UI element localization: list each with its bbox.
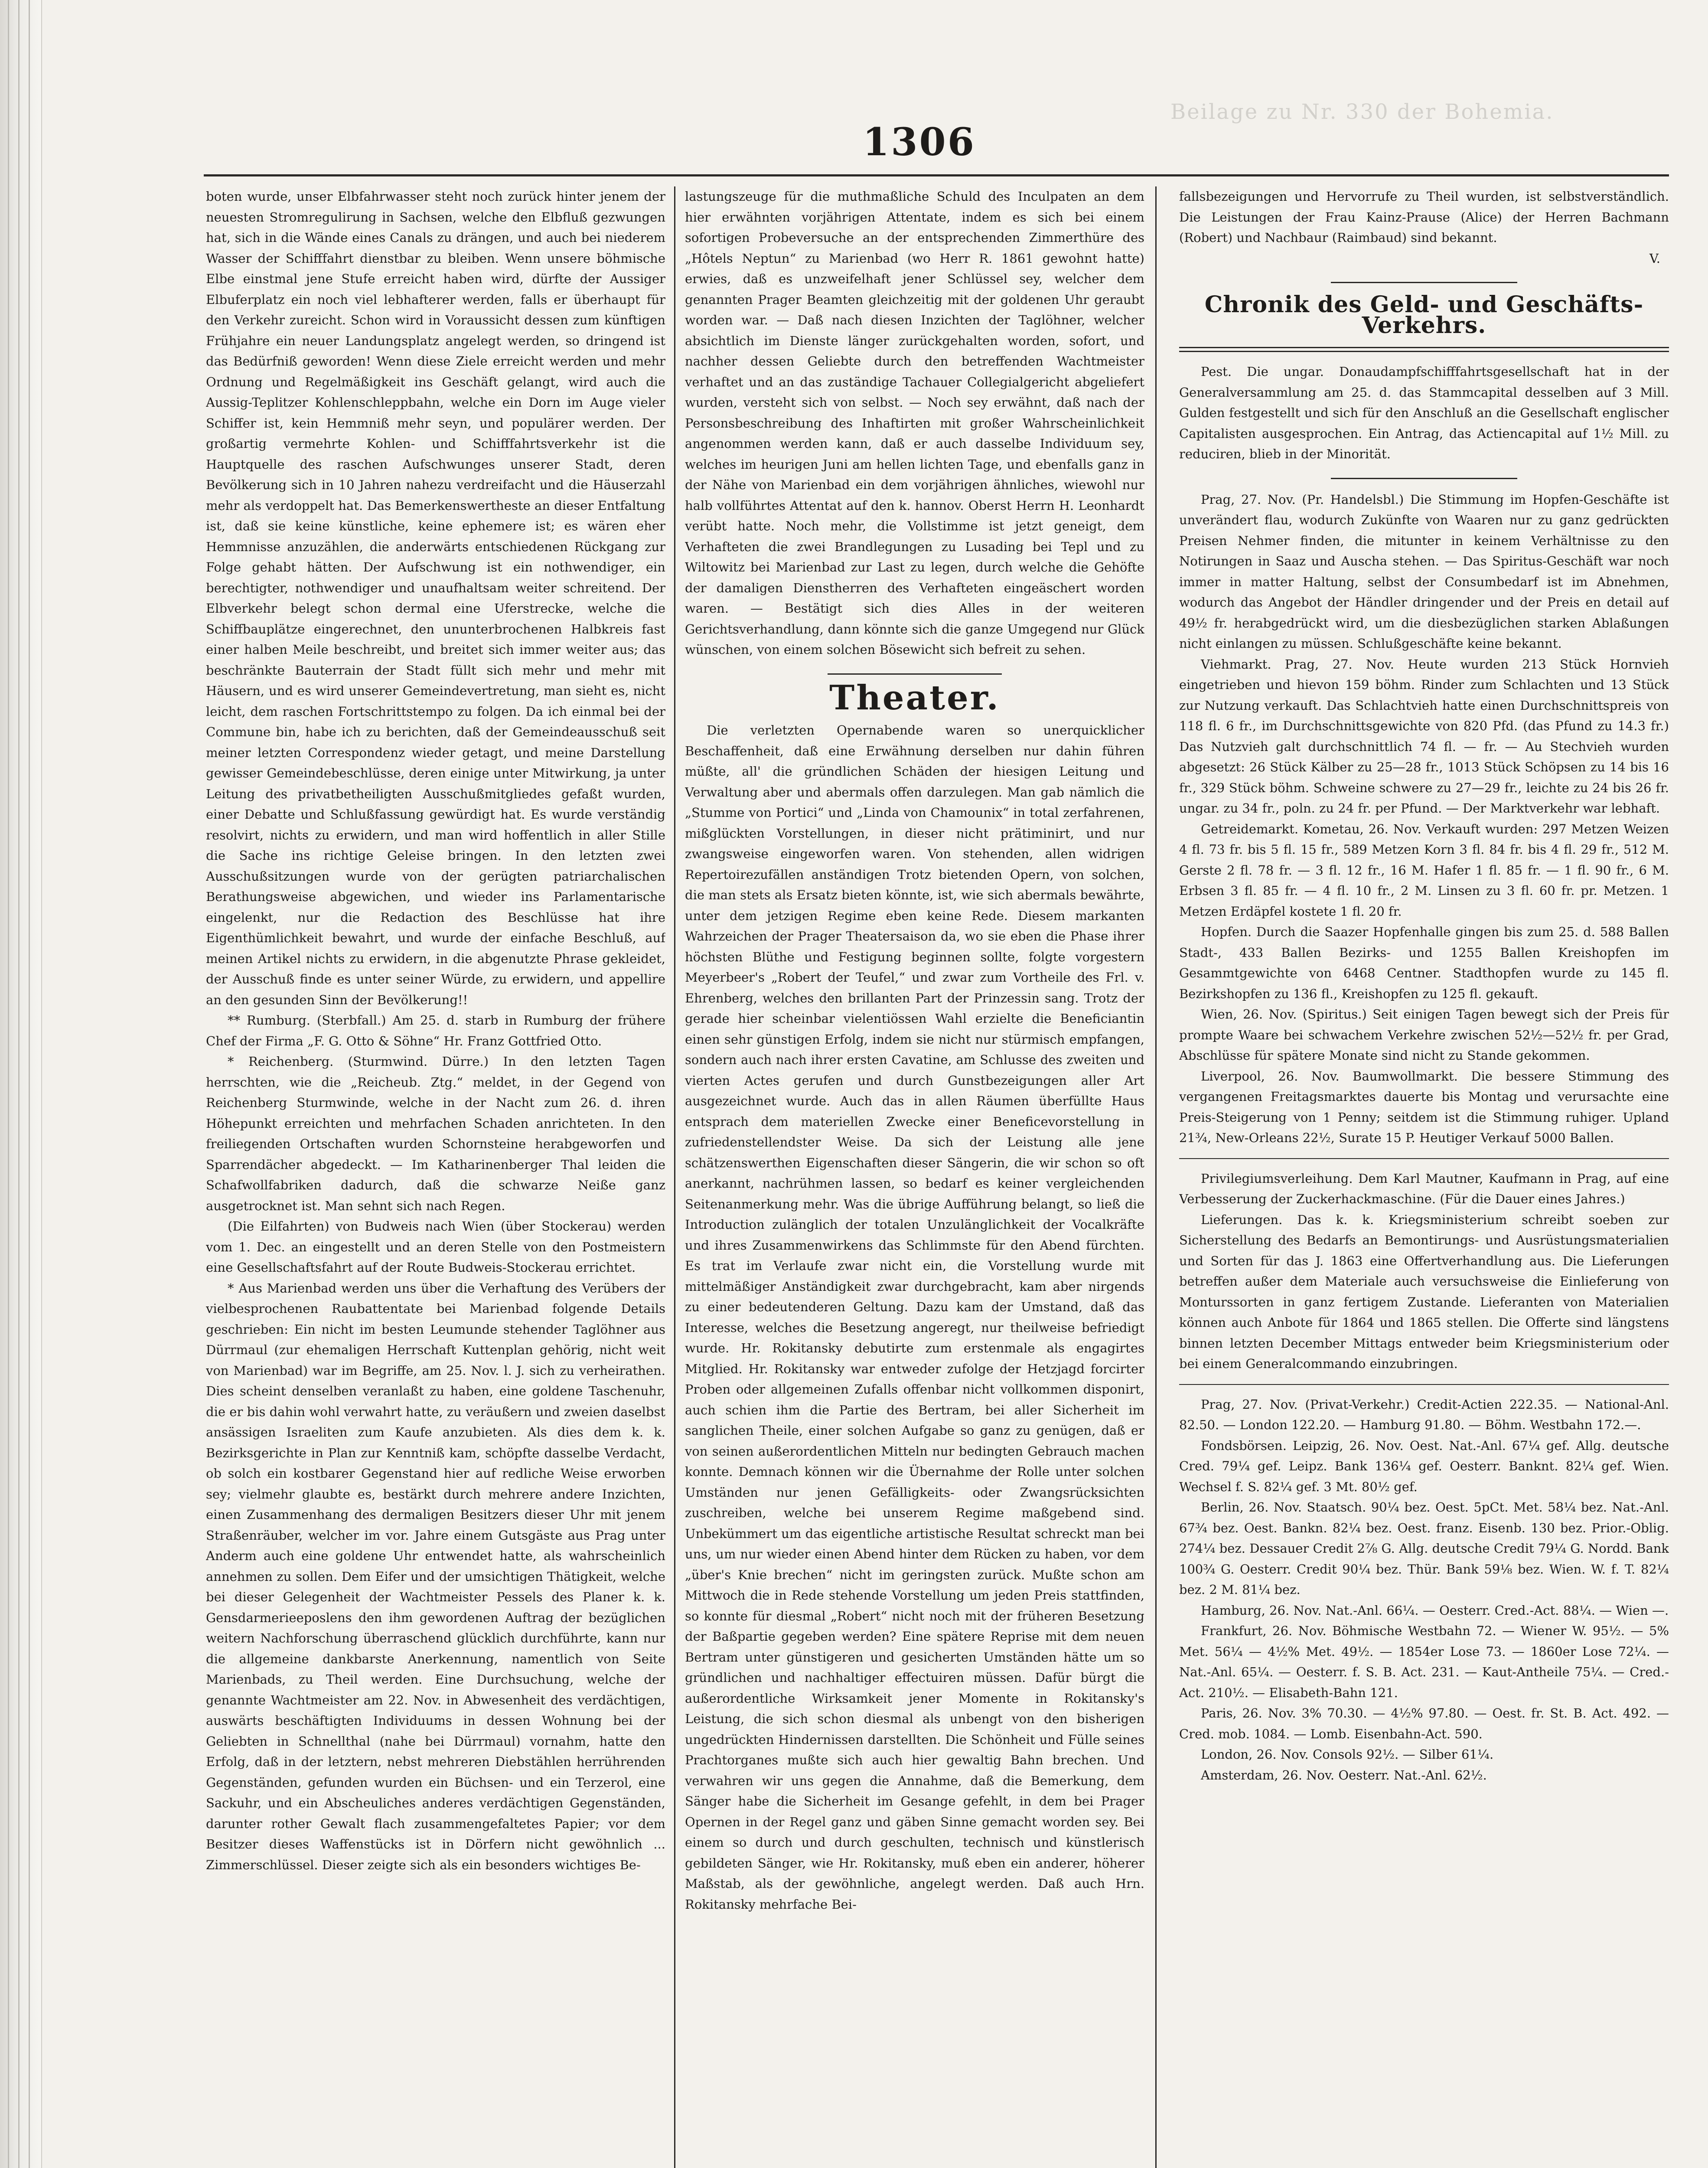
section-separator: [1179, 1384, 1669, 1385]
news-wien-spiritus: Wien, 26. Nov. (Spiritus.) Seit einigen Tagen bewegt sich der Preis für prompte Waare bei schwachem Verkehre zwischen 52½—52½ fr. per Grad, Abschlüsse für spätere Monate sind nicht zu Stande gekommen.: [1179, 1007, 1669, 1063]
news-prag-privatverkehr: Prag, 27. Nov. (Privat-Verkehr.) Credit-Actien 222.35. — National-Anl. 82.50. — London 122.20. — Hamburg 91.80. — Böhm. Westbahn 172.—.: [1179, 1397, 1669, 1432]
news-berlin: Berlin, 26. Nov. Staatsch. 90¼ bez. Oest. 5pCt. Met. 58¼ bez. Nat.-Anl. 67¾ bez. Oest. Bankn. 82¼ bez. Oest. franz. Eisenb. 130 bez. Prior.-Oblig. 274¼ bez. Dessauer Credit 2⅞ G. Allg. deutsche Credit 79¼ G. Nordd. Bank 100¾ G. Oesterr. Credit 90¼ bez. Thür. Bank 59⅛ bez. Wien. W. f. T. 82¼ bez. 2 M. 81¼ bez.: [1179, 1500, 1669, 1597]
column-3: [1179, 186, 1669, 2168]
section-separator: [828, 673, 1002, 675]
article-theater: Die verletzten Opernabende waren so unerquicklicher Beschaffenheit, daß eine Erwähnung derselben nur dahin führen müßte, all' die gründlichen Schäden der hiesigen Leitung und Verwaltung aber und abermals offen darzulegen. Man gab nämlich die „Stumme von Portici“ und „Linda von Chamounix“ in total zerfahrenen, mißglückten Vorstellungen, in dieser nicht prätiminirt, und nur zwangsweise eingeworfen waren. Von stehenden, allen widrigen Repertoirezufällen anständigen Trotz bietenden Opern, von solchen, die man stets als Ersatz bieten könnte, ist, wie sich abermals bewährte, unter dem jetzigen Regime eben keine Rede. Diesem markanten Wahrzeichen der Prager Theatersaison da, wo sie eben die Phase ihrer höchsten Blüthe und Festigung beginnen sollte, folgte vorgestern Meyerbeer's „Robert der Teufel,“ und zwar zum Vortheile des Frl. v. Ehrenberg, welches den brillanten Part der Prinzessin sang. Trotz der gerade hier scheinbar vielentiössen Wahl erzielte die Beneficiantin einen sehr günstigen Erfolg, indem sie nicht nur stürmisch empfangen, sondern auch nach ihrer ersten Cavatine, am Schlusse des zweiten und vierten Actes gerufen und durch Gunstbezeigungen aller Art ausgezeichnet wurde. Auch das in allen Räumen überfüllte Haus entsprach dem materiellen Zwecke einer Beneficevorstellung in zufriedenstellendster Weise. Da sich der Leistung alle jene schätzenswerthen Eigenschaften dieser Sängerin, die wir schon so oft anerkannt, nachrühmen lassen, so bedarf es keiner vergleichenden Seitenanmerkung mehr. Was die übrige Aufführung belangt, so ließ die Introduction zulänglich der totalen Unzulänglichkeit der Vocalkräfte und ihres Zusammenwirkens das Schlimmste für den Abend fürchten. Es trat im Verlaufe zwar nicht ein, die Vorstellung wurde mit mittelmäßiger Anständigkeit zwar durchgebracht, kam aber nirgends zu einer bedeutenderen Geltung. Dazu kam der Umstand, daß das Interesse, welches die Besetzung angeregt, nur theilweise befriedigt wurde. Hr. Rokitansky debutirte zum erstenmale als engagirtes Mitglied. Hr. Rokitansky war entweder zufolge der Hetzjagd forcirter Proben oder allgemeinen Zufalls offenbar nicht vollkommen disponirt, auch schien ihm die Partie des Bertram, bei aller Sicherheit im sanglichen Theile, einer solchen Aufgabe so ganz zu genügen, daß er von seinen außerordentlichen Mitteln nur bedingten Gebrauch machen konnte. Demnach können wir die Übernahme der Rolle unter solchen Umständen nur jenen Gefälligkeits- oder Zwangsrücksichten zuschreiben, welche bei unserem Regime maßgebend sind. Unbekümmert um das eigentliche artistische Resultat schreckt man bei uns, um nur wieder einen Abend hinter dem Rücken zu haben, vor dem „über's Knie brechen“ nicht im geringsten zurück. Mußte schon am Mittwoch die in Rede stehende Vorstellung um jeden Preis stattfinden, so konnte für diesmal „Robert“ nicht noch mit der früheren Besetzung der Baßpartie gegeben werden? Eine spätere Reprise mit dem neuen Bertram unter günstigeren und gesicherten Umständen hätte um so gründlichen und nachhaltiger effectuiren müssen. Dafür bürgt die außerordentliche Wirksamkeit jener Momente in Rokitansky's Leistung, die sich schon diesmal als unbengt von den bisherigen ungedrückten Hindernissen darstellten. Die Schönheit und Fülle seines Prachtorganes mußte sich auch hier gewaltig Bahn brechen. Und verwahren wir uns gegen die Annahme, daß die Bemerkung, dem Sänger habe die Sicherheit im Gesange gefehlt, in dem bei Prager Opernen in der Regel ganz und gäben Sinne gemacht worden sey. Bei einem so durch und durch geschulten, technisch und künstlerisch gebildeten Sänger, wie Hr. Rokitansky, muß eben ein anderer, höherer Maßstab, als der gewöhnliche, angelegt werden. Daß auch Hrn. Rokitansky mehrfache Bei-: [685, 723, 1144, 1912]
section-double-rule: [1179, 347, 1669, 352]
news-lieferungen: Lieferungen. Das k. k. Kriegsministerium schreibt soeben zur Sicherstellung des Bedarfs an Bemontirungs- und Ausrüstungsmaterialien und Sorten für das J. 1863 eine Offertverhandlung aus. Die Lieferungen betreffen außer dem Materiale auch versuchsweise die Einlieferung von Monturssorten in ganz fertigem Zustande. Lieferanten von Materialien können auch Anbote für 1864 und 1865 stellen. Die Offerte sind längstens binnen letzten December Mittags entweder beim Kriegsministerium oder bei einem Generalcommando einzubringen.: [1179, 1212, 1669, 1371]
section-separator: [1179, 1158, 1669, 1159]
faint-running-head: Beilage zu Nr. 330 der Bohemia.: [1170, 100, 1554, 124]
news-privilegium: Privilegiumsverleihung. Dem Karl Mautner, Kaufmann in Prag, auf eine Verbesserung der Zuckerhackmaschine. (Für die Dauer eines Jahres.): [1179, 1171, 1669, 1206]
news-hopfen: Hopfen. Durch die Saazer Hopfenhalle gingen bis zum 25. d. 588 Ballen Stadt-, 433 Ballen Bezirks- und 1255 Ballen Kreishopfen im Gesammtgewichte von 6468 Centner. Stadthopfen wurde zu 145 fl. Bezirkshopfen zu 136 fl., Kreishopfen zu 125 fl. gekauft.: [1179, 924, 1669, 1001]
column-2: [685, 186, 1144, 2168]
news-frankfurt: Frankfurt, 26. Nov. Böhmische Westbahn 72. — Wiener W. 95½. — 5% Met. 56¼ — 4½% Met. 49½. — 1854er Lose 73. — 1860er Lose 72¼. — Nat.-Anl. 65¼. — Oesterr. f. S. B. Act. 231. — Kaut-Antheile 75¼. — Cred.-Act. 210½. — Elisabeth-Bahn 121.: [1179, 1623, 1669, 1700]
news-amsterdam: Amsterdam, 26. Nov. Oesterr. Nat.-Anl. 62½.: [1201, 1767, 1487, 1783]
header-rule: [204, 174, 1669, 176]
news-marienbad-continued: lastungszeuge für die muthmaßliche Schuld des Inculpaten an dem hier erwähnten vorjährigen Attentate, indem es sich bei einem sofortigen Probeversuche an der entsprechenden Zimmerthüre des „Hôtels Neptun“ zu Marienbad (wo Herr R. 1861 gewohnt hatte) erwies, daß es unzweifelhaft jener Schlüssel sey, welcher dem genannten Prager Beamten gleichzeitig mit der goldenen Uhr geraubt worden war. — Daß nach diesen Inzichten der Taglöhner, welcher absichtlich im Dienste länger zurückgehalten worden, sofort, und nachher dessen Geliebte durch den betreffenden Wachtmeister verhaftet und an das zuständige Tachauer Collegialgericht abgeliefert wurden, versteht sich von selbst. — Noch sey erwähnt, daß nach der Personsbeschreibung des Inhaftirten mit großer Wahrscheinlichkeit angenommen werden kann, daß er auch dasselbe Individuum sey, welches im heurigen Juni am hellen lichten Tage, und ebenfalls ganz in der Nähe von Marienbad ein dem vorjährigen ähnliches, wiewohl nur halb vollführtes Attentat auf den k. hannov. Oberst Herrn H. Leonhardt verübt hatte. Noch mehr, die Vollstimme ist jetzt geneigt, dem Verhafteten die zwei Brandlegungen zu Lusading bei Tepl und zu Wiltowitz bei Marienbad zur Last zu legen, durch welche die Gehöfte der damaligen Dienstherren des Verhafteten eingeäschert worden waren. — Bestätigt sich dies Alles in der weiteren Gerichtsverhandlung, dann könnte sich die ganze Umgegend nur Glück wünschen, von einem solchen Bösewicht sich befreit zu sehen.: [685, 189, 1144, 657]
news-eilfahrten: (Die Eilfahrten) von Budweis nach Wien (über Stockerau) werden vom 1. Dec. an eingestellt und an deren Stelle von den Postmeistern eine Gesellschaftsfahrt auf der Route Budweis-Stockerau errichtet.: [206, 1219, 665, 1275]
column-divider-2: [1155, 186, 1157, 2168]
news-liverpool: Liverpool, 26. Nov. Baumwollmarkt. Die bessere Stimmung des vergangenen Freitagsmarktes dauerte bis Montag und verursachte eine Preis-Steigerung von 1 Penny; seitdem ist die Stimmung ruhiger. Upland 21¾, New-Orleans 22½, Surate 15 P. Heutiger Verkauf 5000 Ballen.: [1179, 1068, 1669, 1145]
section-heading-theater: Theater.: [829, 678, 1000, 718]
section-heading-chronik: Chronik des Geld- und Geschäfts-Verkehrs.: [1204, 291, 1644, 339]
news-fondsboersen-leipzig: Fondsbörsen. Leipzig, 26. Nov. Oest. Nat.-Anl. 67¼ gef. Allg. deutsche Cred. 79¼ gef. Leipz. Bank 136¼ gef. Oesterr. Banknt. 82¼ gef. Wien. Wechsel f. S. 82¼ gef. 3 Mt. 80½ gef.: [1179, 1438, 1669, 1494]
news-hamburg: Hamburg, 26. Nov. Nat.-Anl. 66¼. — Oesterr. Cred.-Act. 88¼. — Wien —.: [1201, 1603, 1669, 1618]
column-divider-1: [674, 186, 675, 2168]
section-separator: [1331, 478, 1517, 479]
author-signature: V.: [1649, 251, 1660, 266]
news-reichenberg: * Reichenberg. (Sturmwind. Dürre.) In den letzten Tagen herrschten, wie die „Reicheub. Ztg.“ meldet, in der Gegend von Reichenberg Sturmwinde, welche in der Nacht zum 26. d. ihren Höhepunkt erreichten und mehrfachen Schaden anrichteten. In den freiliegenden Ortschaften wurden Schornsteine herabgeworfen und Sparrendächer abgedeckt. — Im Katharinenberger Thal leiden die Schafwollfabriken dadurch, daß die schwarze Neiße ganz ausgetrocknet ist. Man sehnt sich nach Regen.: [206, 1054, 665, 1213]
news-london: London, 26. Nov. Consols 92½. — Silber 61¼.: [1201, 1747, 1494, 1762]
article-elbe-traffic: boten wurde, unser Elbfahrwasser steht noch zurück hinter jenem der neuesten Stromregulirung in Sachsen, welche den Elbfluß gezwungen hat, sich in die Wände eines Canals zu drängen, und auch bei niederem Wasser der Schifffahrt dienstbar zu bleiben. Wenn unsere böhmische Elbe einstmal jene Stufe erreicht haben wird, dürfte der Aussiger Elbuferplatz ein noch viel lebhafterer werden, falls er überhaupt für den Verkehr zureicht. Schon wird in Voraussicht dessen zum künftigen Frühjahre ein neuer Landungsplatz angelegt werden, so dringend ist das Bedürfniß geworden! Wenn diese Ziele erreicht werden und mehr Ordnung und Regelmäßigkeit ins Geschäft gelangt, wird auch die Aussig-Teplitzer Kohlenschleppbahn, welche ein Dorn im Auge vieler Schiffer ist, kein Hemmniß mehr seyn, und populärer werden. Der großartig vermehrte Kohlen- und Schifffahrtsverkehr ist die Hauptquelle des raschen Aufschwunges unserer Stadt, deren Bevölkerung sich in 10 Jahren nahezu verdreifacht und die Häuserzahl mehr als verdoppelt hat. Das Bemerkenswertheste an dieser Entfaltung ist, daß sie keine künstliche, keine ephemere ist; es wären eher Hemmnisse anzuzählen, die anderwärts entschiedenen Rückgang zur Folge gehabt hätten. Der Aufschwung ist ein nothwendiger, ein berechtigter, nothwendiger und unaufhaltsam weiter schreitend. Der Elbverkehr belegt schon dermal eine Uferstrecke, welche die Schiffbauplätze eingerechnet, den ununterbrochenen Halbkreis fast einer halben Meile beschreibt, und breitet sich immer weiter aus; das beschränkte Bauterrain der Stadt füllt sich mehr und mehr mit Häusern, und es wird unserer Gemeindevertretung, man sieht es, nicht leicht, dem raschen Fortschrittstempo zu folgen. Da ich einmal bei der Commune bin, habe ich zu berichten, daß der Gemeindeausschuß seit meiner letzten Correspondenz wieder getagt, und meine Darstellung gewisser Gemeindebeschlüsse, deren einige unter Mitwirkung, ja unter Leitung des privatbetheiligten Ausschußmitgliedes gefaßt wurden, einer Debatte und Schlußfassung gewürdigt hat. Es wurde verständig resolvirt, nichts zu erwidern, und man wird hoffentlich in aller Stille die Sache ins richtige Geleise bringen. In den letzten zwei Ausschußsitzungen wurde von der gerügten patriarchalischen Berathungsweise abgewichen, und wieder ins Parlamentarische eingelenkt, nur die Redaction des Beschlüsse hat ihre Eigenthümlichkeit bewahrt, und wurde der einfache Beschluß, auf meinen Artikel nichts zu erwidern, in die abgenutzte Phrase gekleidet, der Ausschuß finde es unter seiner Würde, zu erwidern, und appellire an den gesunden Sinn der Bevölkerung!!: [206, 189, 665, 1007]
column-1: [206, 186, 665, 2168]
news-viehmarkt: Viehmarkt. Prag, 27. Nov. Heute wurden 213 Stück Hornvieh eingetrieben und hievon 159 böhm. Rinder zum Schlachten und 13 Stück zur Nutzung verkauft. Das Schlachtvieh hatte einen Durchschnittspreis von 118 fl. 6 fr., im Durchschnittsgewichte von 820 Pfd. (das Pfund zu 14.3 fr.) Das Nutzvieh galt durchschnittlich 74 fl. — fr. — Au Stechvieh wurden abgesetzt: 26 Stück Kälber zu 25—28 fr., 1013 Stück Schöpsen zu 14 bis 16 fr., 329 Stück böhm. Schweine schwere zu 27—29 fr., leichte zu 24 bis 26 fr. ungar. zu 34 fr., poln. zu 24 fr. per Pfund. — Der Marktverkehr war lebhaft.: [1179, 656, 1669, 816]
section-separator: [1331, 282, 1517, 283]
news-pest: Pest. Die ungar. Donaudampfschifffahrtsgesellschaft hat in der Generalversammlung am 25. d. das Stammcapital desselben auf 3 Mill. Gulden festgestellt und sich für den Anschluß an die Gesellschaft englischer Capitalisten ausgesprochen. Ein Antrag, das Actiencapital auf 1½ Mill. zu reduciren, blieb in der Minorität.: [1179, 364, 1669, 461]
news-prag-hopfen: Prag, 27. Nov. (Pr. Handelsbl.) Die Stimmung im Hopfen-Geschäfte ist unverändert flau, wodurch Zukünfte von Waaren nur zu ganz gedrückten Preisen Nehmer finden, die mitunter in keinem Verhältnisse zu den Notirungen in Saaz und Auscha stehen. — Das Spiritus-Geschäft war noch immer in matter Haltung, selbst der Consumbedarf ist im Abnehmen, wodurch das Angebot der Händler dringender und der Preis en detail auf 49½ fr. herabgedrückt wird, um die diesbezüglichen starken Ablaßungen nicht einlangen zu müssen. Schlußgeschäfte keine bekannt.: [1179, 492, 1669, 651]
page-number: 1306: [863, 119, 976, 164]
book-gutter: [0, 0, 42, 2168]
news-rumburg: ** Rumburg. (Sterbfall.) Am 25. d. starb in Rumburg der frühere Chef der Firma „F. G. Otto & Söhne“ Hr. Franz Gottfried Otto.: [206, 1013, 665, 1048]
news-marienbad: * Aus Marienbad werden uns über die Verhaftung des Verübers der vielbesprochenen Raubattentate bei Marienbad folgende Details geschrieben: Ein nicht im besten Leumunde stehender Taglöhner aus Dürrmaul (zur ehemaligen Herrschaft Kuttenplan gehörig, nicht weit von Marienbad) war im Begriffe, am 25. Nov. l. J. sich zu verheirathen. Dies scheint denselben veranlaßt zu haben, eine goldene Taschenuhr, die er bis dahin wohl verwahrt hatte, zu veräußern und zweien daselbst ansässigen Israeliten zum Kaufe anzubieten. Als dies dem k. k. Bezirksgerichte in Plan zur Kenntniß kam, schöpfte dasselbe Verdacht, ob solch ein kostbarer Gegenstand hier auf redliche Weise erworben sey; vielmehr glaubte es, bestärkt durch mehrere andere Inzichten, einen Zusammenhang des dermaligen Besitzers dieser Uhr mit jenem Straßenräuber, welcher im vor. Jahre einem Gutsgäste aus Prag unter Anderm auch eine goldene Uhr entwendet hatte, als wahrscheinlich annehmen zu sollen. Dem Eifer und der umsichtigen Thätigkeit, welche bei dieser Gelegenheit der Wachtmeister Pessels des Planer k. k. Gensdarmerieeposlens den ihm gewordenen Auftrag der bezüglichen weitern Nachforschung überraschend glücklich durchführte, kann nur die allgemeine dankbarste Anerkennung, namentlich von Seite Marienbads, zu Theil werden. Eine Durchsuchung, welche der genannte Wachtmeister am 22. Nov. in Abwesenheit des verdächtigen, auswärts beschäftigten Individuums in dessen Wohnung bei der Geliebten in Schnellthal (nahe bei Dürrmaul) vornahm, hatte den Erfolg, daß in der letztern, nebst mehreren Diebstählen herrührenden Gegenständen, gefunden wurden ein Büchsen- und ein Terzerol, eine Sackuhr, und ein Abscheuliches anderes verdächtigen Gegenständen, darunter rother Gewalt flach zusammengefaltetes Papier; vor dem Besitzer dieses Waffenstücks ist in Dörfern nicht gewöhnlich ... Zimmerschlüssel. Dieser zeigte sich als ein besonders wichtiges Be-: [206, 1280, 665, 1872]
article-theater-continued: fallsbezeigungen und Hervorrufe zu Theil wurden, ist selbstverständlich. Die Leistungen der Frau Kainz-Prause (Alice) der Herren Bachmann (Robert) und Nachbaur (Raimbaud) sind bekannt.: [1179, 189, 1669, 245]
news-getreidemarkt: Getreidemarkt. Kometau, 26. Nov. Verkauft wurden: 297 Metzen Weizen 4 fl. 73 fr. bis 5 fl. 15 fr., 589 Metzen Korn 3 fl. 84 fr. bis 4 fl. 29 fr., 512 M. Gerste 2 fl. 78 fr. — 3 fl. 12 fr., 16 M. Hafer 1 fl. 85 fr. — 1 fl. 90 fr., 6 M. Erbsen 3 fl. 85 fr. — 4 fl. 10 fr., 2 M. Linsen zu 3 fl. 60 fr. pr. Metzen. 1 Metzen Erdäpfel kostete 1 fl. 20 fr.: [1179, 821, 1669, 919]
news-paris: Paris, 26. Nov. 3% 70.30. — 4½% 97.80. — Oest. fr. St. B. Act. 492. — Cred. mob. 1084. — Lomb. Eisenbahn-Act. 590.: [1179, 1706, 1669, 1741]
